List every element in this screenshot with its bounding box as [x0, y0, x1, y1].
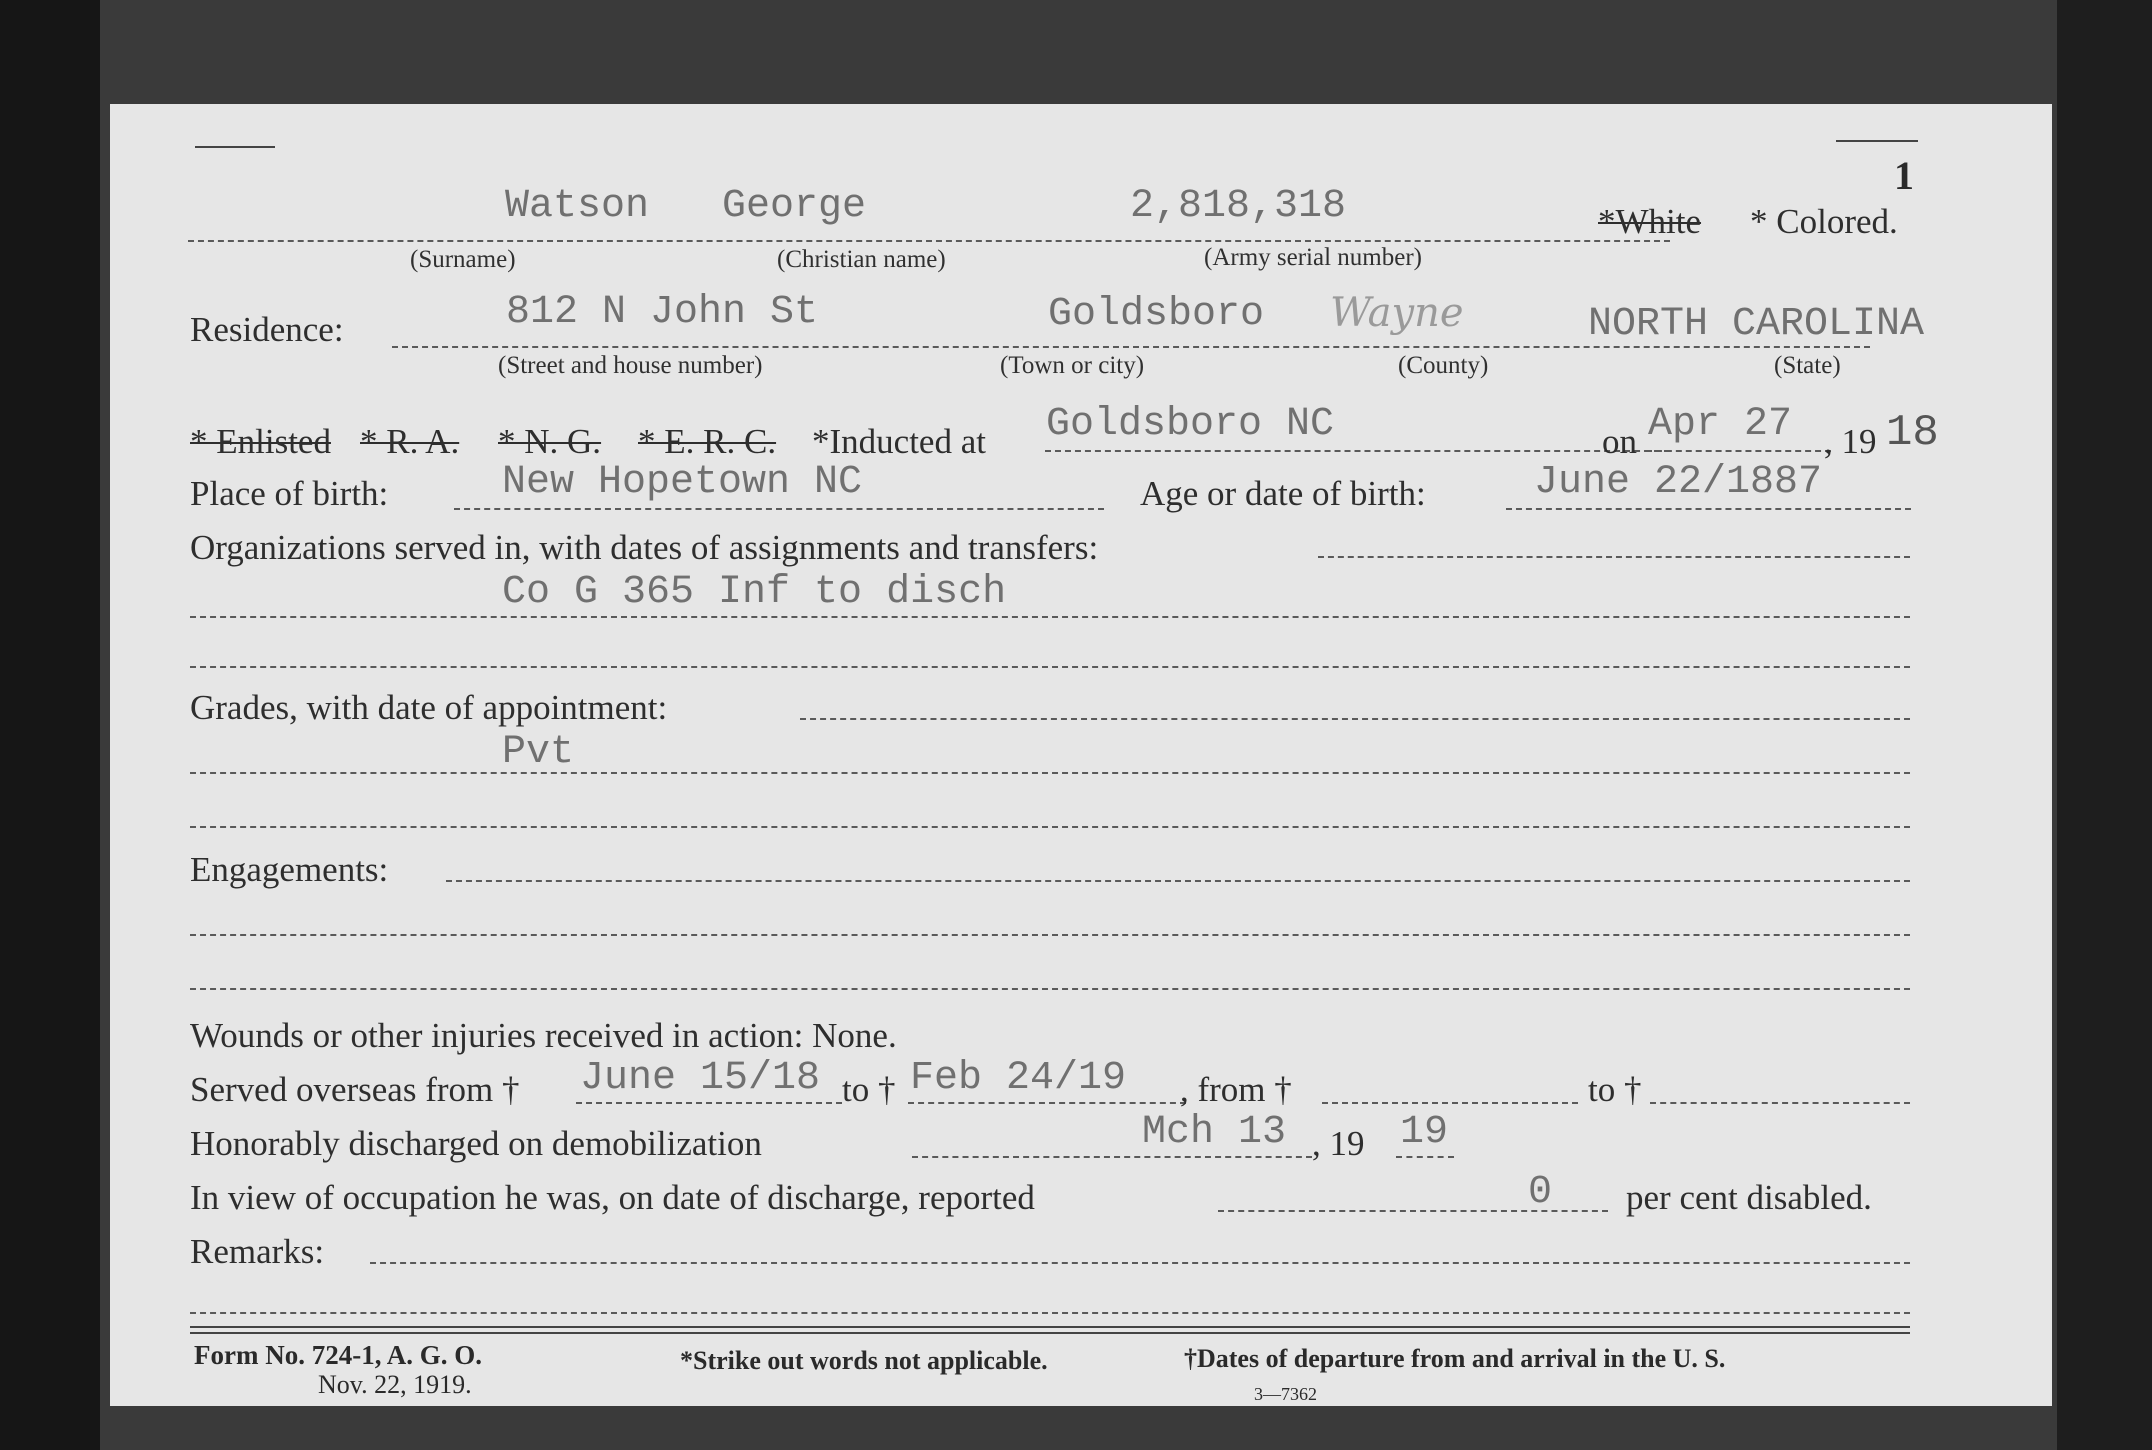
place-of-birth-line — [454, 508, 1104, 510]
state-value: NORTH CAROLINA — [1588, 302, 1925, 347]
engagements-line-2 — [190, 934, 1910, 936]
inducted-line — [1045, 450, 1670, 452]
overseas-to-2-label: to † — [1588, 1070, 1642, 1109]
on-label: on — [1602, 422, 1637, 461]
county-caption: (County) — [1398, 352, 1489, 379]
christian-name-caption: (Christian name) — [777, 246, 946, 273]
serial-number-caption: (Army serial number) — [1204, 244, 1422, 271]
town-value: Goldsboro — [1048, 292, 1265, 337]
organizations-line-2 — [190, 616, 1910, 618]
age-line — [1506, 508, 1911, 510]
remarks-line-1 — [370, 1262, 1910, 1264]
enlisted-option: * Enlisted — [190, 422, 331, 461]
scanner-left-edge — [0, 0, 100, 1450]
surname-caption: (Surname) — [410, 246, 516, 273]
street-value: 812 N John St — [506, 290, 819, 335]
overseas-to-2-line — [1650, 1102, 1910, 1104]
printer-code: 3—7362 — [1254, 1384, 1317, 1404]
card-number: 1 — [1894, 153, 1914, 198]
remarks-label: Remarks: — [190, 1232, 325, 1271]
overseas-to-1-label: to † — [842, 1070, 896, 1109]
overseas-label: Served overseas from † — [190, 1070, 520, 1109]
state-caption: (State) — [1774, 352, 1841, 379]
disability-label: In view of occupation he was, on date of discharge, reported — [190, 1178, 1035, 1217]
disability-suffix: per cent disabled. — [1626, 1178, 1872, 1217]
street-caption: (Street and house number) — [498, 352, 763, 379]
overseas-from-1-line — [576, 1102, 842, 1104]
erc-option: * E. R. C. — [638, 422, 777, 461]
overseas-to-1-value: Feb 24/19 — [910, 1056, 1127, 1101]
colored-option: * Colored. — [1750, 202, 1898, 241]
grades-label: Grades, with date of appointment: — [190, 688, 668, 727]
wounds-label: Wounds or other injuries received in action: None. — [190, 1016, 897, 1055]
overseas-from-2-label: , from † — [1180, 1070, 1292, 1109]
discharge-date-value: Mch 13 — [1142, 1110, 1287, 1155]
county-value: Wayne — [1330, 290, 1464, 336]
induction-date-value: Apr 27 — [1648, 402, 1793, 447]
induction-date-line — [1646, 450, 1831, 452]
overseas-from-2-line — [1322, 1102, 1578, 1104]
form-number: Form No. 724-1, A. G. O. — [194, 1340, 482, 1370]
grades-line-3 — [190, 826, 1910, 828]
organizations-line-1 — [1318, 556, 1910, 558]
inducted-label: *Inducted at — [812, 422, 986, 461]
place-of-birth-value: New Hopetown NC — [502, 460, 863, 505]
engagements-line-3 — [190, 988, 1910, 990]
ra-option: * R. A. — [360, 422, 460, 461]
service-record-card — [110, 104, 2052, 1406]
place-of-birth-label: Place of birth: — [190, 474, 389, 513]
organizations-line-3 — [190, 666, 1910, 668]
induction-year-prefix: , 19 — [1824, 422, 1877, 461]
grades-value: Pvt — [502, 730, 575, 775]
top-left-rule — [195, 146, 275, 148]
date-of-birth-value: June 22/1887 — [1534, 460, 1823, 505]
town-caption: (Town or city) — [1000, 352, 1145, 379]
discharge-year-value: 19 — [1400, 1110, 1449, 1155]
age-label: Age or date of birth: — [1140, 474, 1426, 513]
ng-option: * N. G. — [498, 422, 602, 461]
disability-value: 0 — [1528, 1170, 1553, 1215]
organizations-value: Co G 365 Inf to disch — [502, 570, 1007, 615]
overseas-to-1-line — [908, 1102, 1186, 1104]
footer-rule-2 — [190, 1332, 1910, 1334]
engagements-label: Engagements: — [190, 850, 389, 889]
top-right-rule — [1836, 140, 1918, 142]
residence-label: Residence: — [190, 310, 344, 349]
discharge-date-line — [912, 1156, 1312, 1158]
footer-rule-1 — [190, 1326, 1910, 1328]
discharge-year-line — [1396, 1156, 1454, 1158]
grades-line-2 — [190, 772, 1910, 774]
christian-name-value: George — [722, 184, 867, 229]
discharge-year-prefix: , 19 — [1312, 1124, 1365, 1163]
remarks-line-2 — [190, 1312, 1910, 1314]
name-line — [188, 240, 1670, 242]
white-option: *White — [1598, 202, 1702, 241]
discharge-label: Honorably discharged on demobilization — [190, 1124, 762, 1163]
form-date: Nov. 22, 1919. — [318, 1370, 472, 1399]
induction-year-value: 18 — [1886, 408, 1939, 458]
engagements-line-1 — [446, 880, 1910, 882]
strike-note: *Strike out words not applicable. — [680, 1346, 1048, 1375]
scanner-right-edge — [2057, 0, 2152, 1450]
serial-number-value: 2,818,318 — [1130, 184, 1347, 229]
surname-value: Watson — [505, 184, 650, 229]
inducted-at-value: Goldsboro NC — [1046, 402, 1335, 447]
dates-note: †Dates of departure from and arrival in the U. S. — [1184, 1344, 1726, 1373]
organizations-label: Organizations served in, with dates of assignments and transfers: — [190, 528, 1099, 567]
overseas-from-1-value: June 15/18 — [580, 1056, 821, 1101]
grades-line-1 — [800, 718, 1910, 720]
